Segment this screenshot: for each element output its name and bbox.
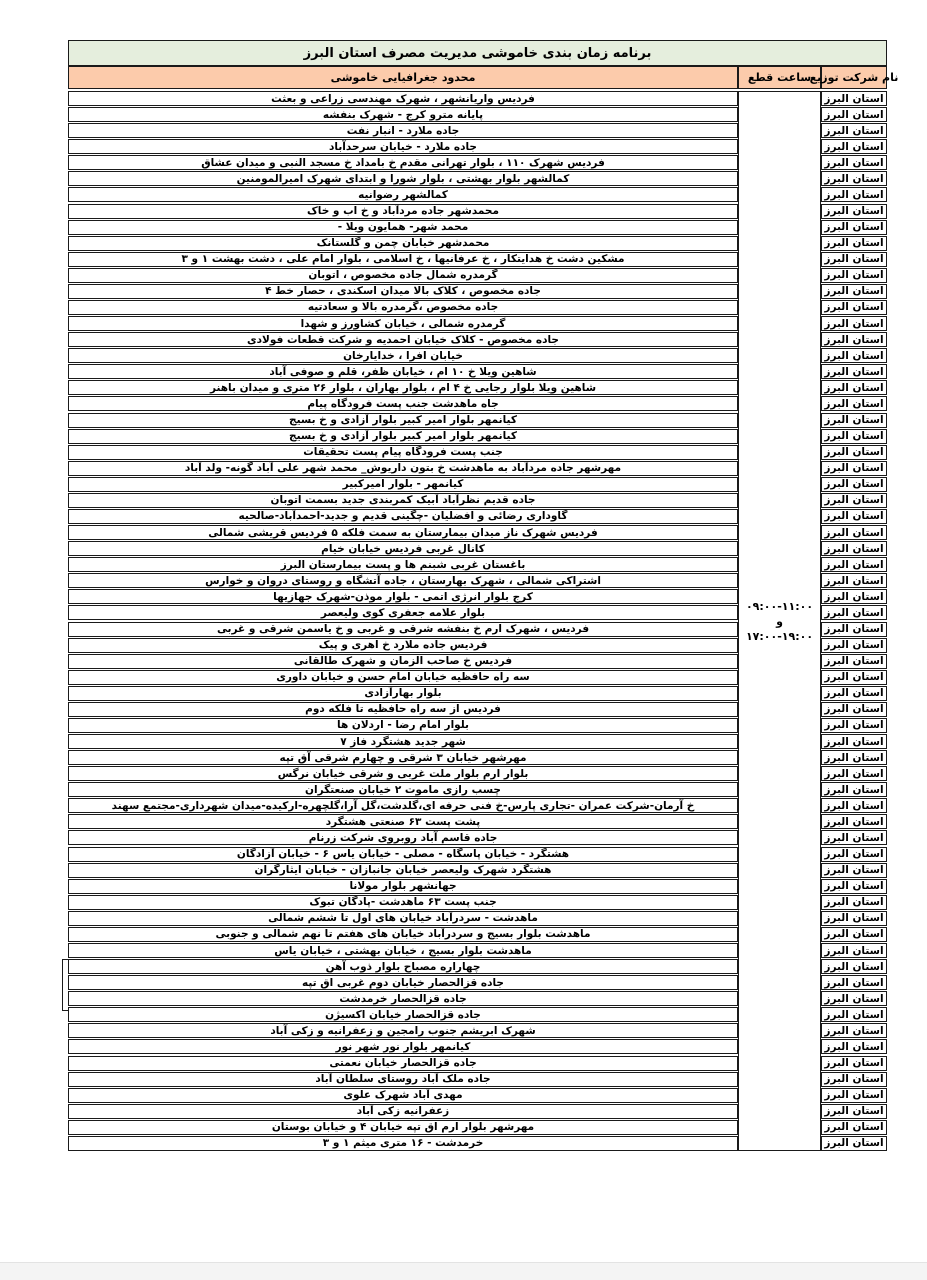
- outage-area-cell: خ آرمان-شرکت عمران -تجاری پارس-خ فنی حرفه ای،گلدشت،گل آرا،گلچهره-ارکیده-میدان شهرداری-مجتمع سهند: [68, 798, 738, 813]
- outage-area-cell: جاده ملارد - انبار نفت: [68, 123, 738, 138]
- outage-area-cell: جاده مخصوص ، کلاک بالا میدان اسکندی ، حصار خط ۴: [68, 284, 738, 299]
- outage-area-cell: جاه ماهدشت جنب پست فرودگاه پیام: [68, 396, 738, 411]
- company-cell: استان البرز: [821, 1136, 887, 1151]
- company-cell: استان البرز: [821, 171, 887, 186]
- company-cell: استان البرز: [821, 300, 887, 315]
- outage-area-cell: شاهین ویلا خ ۱۰ ام ، خیابان ظفر، قلم و صوفی آباد: [68, 364, 738, 379]
- company-cell: استان البرز: [821, 1088, 887, 1103]
- company-cell: استان البرز: [821, 236, 887, 251]
- outage-area-cell: محمدشهر جاده مردآباد و خ اب و خاک: [68, 204, 738, 219]
- outage-area-cell: جنب پست فرودگاه پیام پست تحقیقات: [68, 445, 738, 460]
- company-cell: استان البرز: [821, 268, 887, 283]
- outage-time-merged-cell: [738, 91, 821, 1151]
- company-cell: استان البرز: [821, 364, 887, 379]
- column-header-company: [809, 66, 899, 89]
- outage-area-cell: فردیس شهرک ۱۱۰ ، بلوار تهرانی مقدم خ بامداد خ مسجد النبی و میدان عشاق: [68, 155, 738, 170]
- outage-area-cell: بلوار بهارآزادی: [68, 686, 738, 701]
- company-cell: استان البرز: [821, 782, 887, 797]
- outage-area-cell: بلوار علامه جعفری کوی ولیعصر: [68, 605, 738, 620]
- outage-area-cell: کرج بلوار انرژی اتمی - بلوار موذن-شهرک جهازیها: [68, 589, 738, 604]
- outage-area-cell: پشت پست ۶۳ صنعتی هشتگرد: [68, 814, 738, 829]
- company-cell: استان البرز: [821, 814, 887, 829]
- company-cell: استان البرز: [821, 1056, 887, 1071]
- outage-area-cell: خیابان افرا ، خدایارخان: [68, 348, 738, 363]
- outage-area-cell: کمالشهر بلوار بهشتی ، بلوار شورا و ابتدای شهرک امیرالمومنین: [68, 171, 738, 186]
- outage-area-cell: جاده مخصوص - کلاک خیابان احمدیه و شرکت قطعات فولادی: [68, 332, 738, 347]
- company-cell: استان البرز: [821, 1023, 887, 1038]
- company-cell: استان البرز: [821, 911, 887, 926]
- company-cell: استان البرز: [821, 830, 887, 845]
- company-cell: استان البرز: [821, 1072, 887, 1087]
- outage-area-cell: محمدشهر خیابان چمن و گلستانک: [68, 236, 738, 251]
- company-cell: استان البرز: [821, 557, 887, 572]
- company-cell: استان البرز: [821, 847, 887, 862]
- company-cell: استان البرز: [821, 123, 887, 138]
- outage-area-cell: هشتگرد - خیابان پاسگاه - مصلی - خیابان یاس ۶ - خیابان آزادگان: [68, 847, 738, 862]
- company-cell: استان البرز: [821, 943, 887, 958]
- outage-area-cell: جاده قزالحصار خیابان نعمتی: [68, 1056, 738, 1071]
- company-cell: استان البرز: [821, 670, 887, 685]
- outage-area-cell: مهدی آباد شهرک علوی: [68, 1088, 738, 1103]
- outage-area-cell: مشکین دشت خ هدایتکار ، خ عرفانیها ، خ اسلامی ، بلوار امام علی ، دشت بهشت ۱ و ۳: [68, 252, 738, 267]
- outage-area-cell: جنب پست ۶۳ ماهدشت -پادگان تبوک: [68, 895, 738, 910]
- outage-area-cell: چهاراره مصباح بلوار ذوب آهن: [68, 959, 738, 974]
- company-cell: استان البرز: [821, 252, 887, 267]
- company-cell: استان البرز: [821, 798, 887, 813]
- company-cell: استان البرز: [821, 622, 887, 637]
- company-cell: استان البرز: [821, 316, 887, 331]
- company-cell: استان البرز: [821, 477, 887, 492]
- outage-area-cell: گرمدره شمالی ، خیابان کشاورز و شهدا: [68, 316, 738, 331]
- outage-area-cell: ماهدشت بلوار بسیج و سردرآباد خیابان های هفتم تا نهم شمالی و جنوبی: [68, 927, 738, 942]
- outage-area-cell: کیانمهر بلوار امیر کبیر بلوار آزادی و خ بسیج: [68, 429, 738, 444]
- company-cell: استان البرز: [821, 348, 887, 363]
- company-cell: استان البرز: [821, 589, 887, 604]
- outage-area-cell: جاده ملارد - خیابان سرحدآباد: [68, 139, 738, 154]
- column-header-area: [68, 66, 738, 89]
- company-cell: استان البرز: [821, 509, 887, 524]
- company-cell: استان البرز: [821, 91, 887, 106]
- outage-area-cell: جاده مخصوص ،گرمدره بالا و سعادتیه: [68, 300, 738, 315]
- outage-area-cell: محمد شهر- همایون ویلا -: [68, 220, 738, 235]
- outage-area-cell: مهرشهر خیابان ۳ شرقی و چهارم شرقی آق تپه: [68, 750, 738, 765]
- company-cell: استان البرز: [821, 702, 887, 717]
- company-cell: استان البرز: [821, 220, 887, 235]
- company-cell: استان البرز: [821, 445, 887, 460]
- company-cell: استان البرز: [821, 686, 887, 701]
- company-cell: استان البرز: [821, 204, 887, 219]
- company-cell: استان البرز: [821, 107, 887, 122]
- company-cell: استان البرز: [821, 332, 887, 347]
- outage-area-cell: سه راه حافظیه خیابان امام حسن و خیابان داوری: [68, 670, 738, 685]
- company-cell: استان البرز: [821, 863, 887, 878]
- company-cell: استان البرز: [821, 493, 887, 508]
- company-cell: استان البرز: [821, 573, 887, 588]
- outage-area-cell: ماهدشت بلوار بسیج ، خیابان بهشتی ، خیابان یاس: [68, 943, 738, 958]
- company-cell: استان البرز: [821, 541, 887, 556]
- company-cell: استان البرز: [821, 525, 887, 540]
- company-cell: استان البرز: [821, 139, 887, 154]
- outage-area-cell: جهانشهر بلوار مولانا: [68, 879, 738, 894]
- outage-area-cell: جاده قزالحصار خیابان اکسیژن: [68, 1007, 738, 1022]
- outage-area-cell: خرمدشت - ۱۶ متری میثم ۱ و ۳: [68, 1136, 738, 1151]
- company-cell: استان البرز: [821, 461, 887, 476]
- outage-area-cell: کانال غربی فردیس خیابان خیام: [68, 541, 738, 556]
- company-cell: استان البرز: [821, 766, 887, 781]
- outage-area-cell: جاده ملک آباد روستای سلطان آباد: [68, 1072, 738, 1087]
- company-cell: استان البرز: [821, 429, 887, 444]
- outage-area-cell: جاده قزالحصار خرمدشت: [68, 991, 738, 1006]
- column-header-area-label: محدود جغرافیایی خاموشی: [330, 71, 476, 84]
- company-cell: استان البرز: [821, 895, 887, 910]
- company-cell: استان البرز: [821, 975, 887, 990]
- outage-area-cell: فردیس شهرک ناز میدان بیمارستان به سمت فلکه ۵ فردیس قریشی شمالی: [68, 525, 738, 540]
- outage-area-cell: پایانه مترو کرج - شهرک بنفشه: [68, 107, 738, 122]
- column-header-time: [738, 66, 821, 89]
- bottom-gray-bar: [0, 1262, 927, 1280]
- outage-area-cell: جاده قزالحصار خیابان دوم غربی اق تپه: [68, 975, 738, 990]
- outage-time-range-1: ۰۹:۰۰-۱۱:۰۰: [745, 599, 814, 613]
- company-cell: استان البرز: [821, 1104, 887, 1119]
- page-title-text: برنامه زمان بندی خاموشی مدیریت مصرف استان البرز: [303, 45, 652, 61]
- company-cell: استان البرز: [821, 734, 887, 749]
- company-cell: استان البرز: [821, 638, 887, 653]
- company-cell: استان البرز: [821, 187, 887, 202]
- outage-area-cell: فردیس از سه راه حافظیه تا فلکه دوم: [68, 702, 738, 717]
- outage-area-cell: جاده قاسم آباد روبروی شرکت زرنام: [68, 830, 738, 845]
- outage-area-cell: فردیس ، شهرک ارم خ بنفشه شرقی و غربی و خ یاسمن شرقی و غربی: [68, 622, 738, 637]
- company-cell: استان البرز: [821, 396, 887, 411]
- company-cell: استان البرز: [821, 654, 887, 669]
- company-cell: استان البرز: [821, 413, 887, 428]
- company-cell: استان البرز: [821, 718, 887, 733]
- outage-area-cell: فردیس واریانشهر ، شهرک مهندسی زراعی و بعثت: [68, 91, 738, 106]
- outage-area-cell: بلوار ارم بلوار ملت غربی و شرقی خیابان نرگس: [68, 766, 738, 781]
- outage-time-conjunction: و: [776, 614, 783, 628]
- outage-area-cell: مهرشهر بلوار ارم اق تپه خیابان ۴ و خیابان بوستان: [68, 1120, 738, 1135]
- outage-area-cell: جاده قدیم نظرآباد آبیک کمربندی جدید بسمت اتوبان: [68, 493, 738, 508]
- outage-area-cell: کیانمهر بلوار امیر کبیر بلوار آزادی و خ بسیج: [68, 413, 738, 428]
- outage-area-cell: مهرشهر جاده مردآباد به ماهدشت خ بتون داریوش_ محمد شهر علی آباد گونه- ولد آباد: [68, 461, 738, 476]
- outage-area-cell: بلوار امام رضا - اردلان ها: [68, 718, 738, 733]
- outage-area-cell: فردیس جاده ملارد خ اهری و پیک: [68, 638, 738, 653]
- outage-area-cell: گرمدره شمال جاده مخصوص ، اتوبان: [68, 268, 738, 283]
- outage-area-cell: ماهدشت - سردرآباد خیابان های اول تا ششم شمالی: [68, 911, 738, 926]
- outage-area-cell: شهرک ابریشم جنوب رامجین و زعفرانیه و زکی آباد: [68, 1023, 738, 1038]
- column-header-time-label: ساعت قطع: [747, 71, 812, 84]
- outage-area-cell: شهر جدید هشتگرد فاز ۷: [68, 734, 738, 749]
- company-cell: استان البرز: [821, 879, 887, 894]
- company-cell: استان البرز: [821, 959, 887, 974]
- outage-area-cell: گاوداری رضائی و افضلیان -چگینی قدیم و جدید-احمدآباد-صالحیه: [68, 509, 738, 524]
- company-cell: استان البرز: [821, 1039, 887, 1054]
- company-cell: استان البرز: [821, 605, 887, 620]
- company-cell: استان البرز: [821, 991, 887, 1006]
- company-cell: استان البرز: [821, 380, 887, 395]
- outage-area-cell: کیانمهر - بلوار امیرکبیر: [68, 477, 738, 492]
- company-cell: استان البرز: [821, 750, 887, 765]
- outage-area-cell: چسب رازی ماموت ۲ خیابان صنعتگران: [68, 782, 738, 797]
- column-header-company-label: نام شرکت توزیع: [809, 71, 899, 84]
- outage-area-cell: اشتراکی شمالی ، شهرک بهارستان ، جاده آتشگاه و روستای دروان و خوارس: [68, 573, 738, 588]
- company-cell: استان البرز: [821, 284, 887, 299]
- outage-time-range-2: ۱۷:۰۰-۱۹:۰۰: [745, 629, 814, 643]
- page-title: [68, 40, 887, 66]
- outage-area-cell: زعفرانیه زکی آباد: [68, 1104, 738, 1119]
- outage-area-cell: باغستان غربی شبنم ها و پست بیمارستان البرز: [68, 557, 738, 572]
- outage-area-cell: کیانمهر بلوار نور شهر نور: [68, 1039, 738, 1054]
- outage-area-cell: هشتگرد شهرک ولیعصر خیابان جانبازان - خیابان ایثارگران: [68, 863, 738, 878]
- outage-area-cell: شاهین ویلا بلوار رجایی خ ۴ ام ، بلوار بهاران ، بلوار ۲۶ متری و میدان باهنر: [68, 380, 738, 395]
- company-cell: استان البرز: [821, 1007, 887, 1022]
- outage-area-cell: فردیس خ صاحب الزمان و شهرک طالقانی: [68, 654, 738, 669]
- company-cell: استان البرز: [821, 1120, 887, 1135]
- company-cell: استان البرز: [821, 927, 887, 942]
- company-cell: استان البرز: [821, 155, 887, 170]
- outage-area-cell: کمالشهر رضوانیه: [68, 187, 738, 202]
